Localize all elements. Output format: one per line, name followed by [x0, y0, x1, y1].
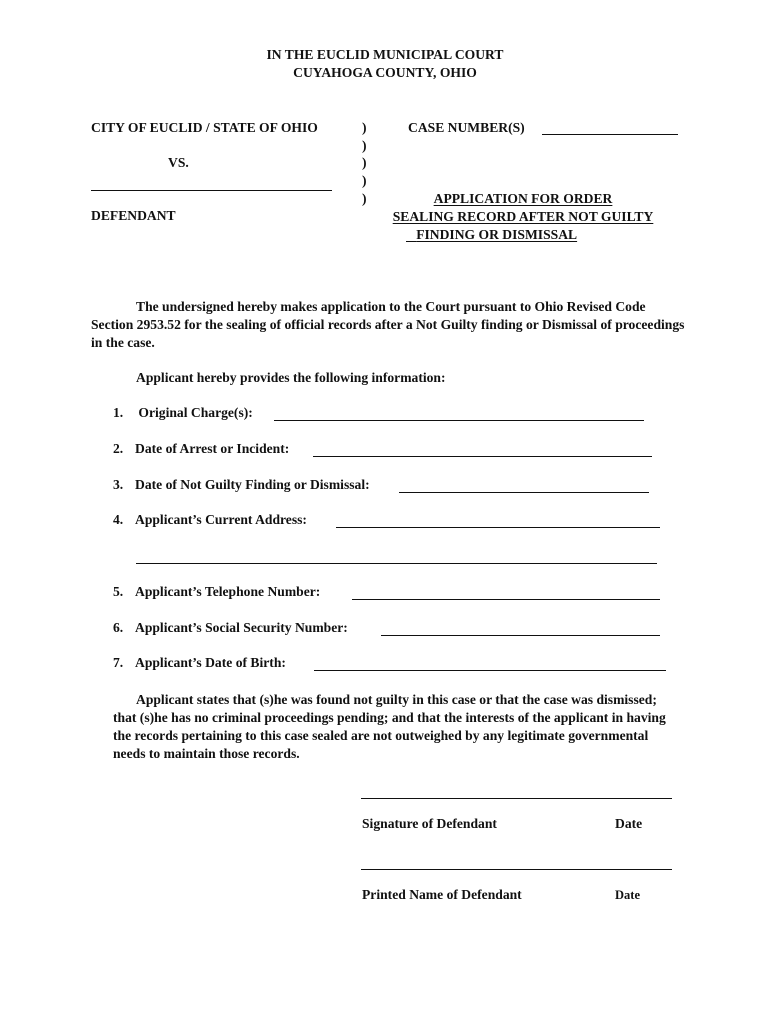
document-title-line3: FINDING OR DISMISSAL [416, 227, 578, 242]
original-charges-field[interactable] [274, 405, 644, 421]
social-security-field[interactable] [381, 620, 660, 636]
statement-paragraph: Applicant states that (s)he was found not guilty in this case or that the case was dismissed; that (s)he has no criminal proceedings pending; and that the interests of the applicant in having the records pertaining to this case sealed are not outweighed by any legitimate governmental needs to maintain those records. [113, 692, 666, 761]
item-social-security: 6. Applicant’s Social Security Number: [113, 620, 348, 635]
case-number-label: CASE NUMBER(S) [408, 120, 525, 135]
defendant-label: DEFENDANT [91, 208, 176, 223]
printed-name-date-label: Date [615, 888, 640, 902]
court-name: IN THE EUCLID MUNICIPAL COURT [266, 47, 504, 62]
versus-label: VS. [168, 155, 189, 170]
signature-field[interactable] [361, 798, 672, 799]
date-of-birth-field[interactable] [314, 655, 666, 671]
county-name: CUYAHOGA COUNTY, OHIO [293, 65, 477, 80]
printed-name-label: Printed Name of Defendant [362, 887, 522, 902]
current-address-field-line2[interactable] [136, 548, 657, 564]
signature-label: Signature of Defendant [362, 816, 497, 831]
item-date-of-birth: 7. Applicant’s Date of Birth: [113, 655, 286, 670]
caption-paren: ) [362, 155, 367, 170]
defendant-name-field[interactable] [91, 190, 332, 191]
date-of-arrest-field[interactable] [313, 441, 652, 457]
case-number-field[interactable] [542, 120, 678, 135]
caption-paren: ) [362, 138, 367, 153]
item-current-address: 4. Applicant’s Current Address: [113, 512, 307, 527]
intro-paragraph: The undersigned hereby makes application to the Court pursuant to Ohio Revised Code Section 2953.52 for the sealing of official records after a Not Guilty finding or Dismissal of proceedings in the case. [91, 299, 685, 350]
item-date-of-arrest: 2. Date of Arrest or Incident: [113, 441, 290, 456]
document-title-line1: APPLICATION FOR ORDER [433, 191, 613, 206]
printed-name-field[interactable] [361, 869, 672, 870]
item-date-of-finding: 3. Date of Not Guilty Finding or Dismissal: [113, 477, 370, 492]
signature-date-label: Date [615, 816, 643, 831]
telephone-number-field[interactable] [352, 584, 660, 600]
date-of-finding-field[interactable] [399, 477, 649, 493]
plaintiff-name: CITY OF EUCLID / STATE OF OHIO [91, 120, 318, 135]
item-telephone-number: 5. Applicant’s Telephone Number: [113, 584, 321, 599]
provides-statement: Applicant hereby provides the following information: [136, 370, 446, 385]
document-title-line2: SEALING RECORD AFTER NOT GUILTY [392, 209, 654, 224]
caption-paren: ) [362, 191, 367, 206]
item-original-charges: 1. Original Charge(s): [113, 405, 253, 420]
caption-paren: ) [362, 173, 367, 188]
current-address-field[interactable] [336, 512, 660, 528]
caption-paren: ) [362, 120, 367, 135]
